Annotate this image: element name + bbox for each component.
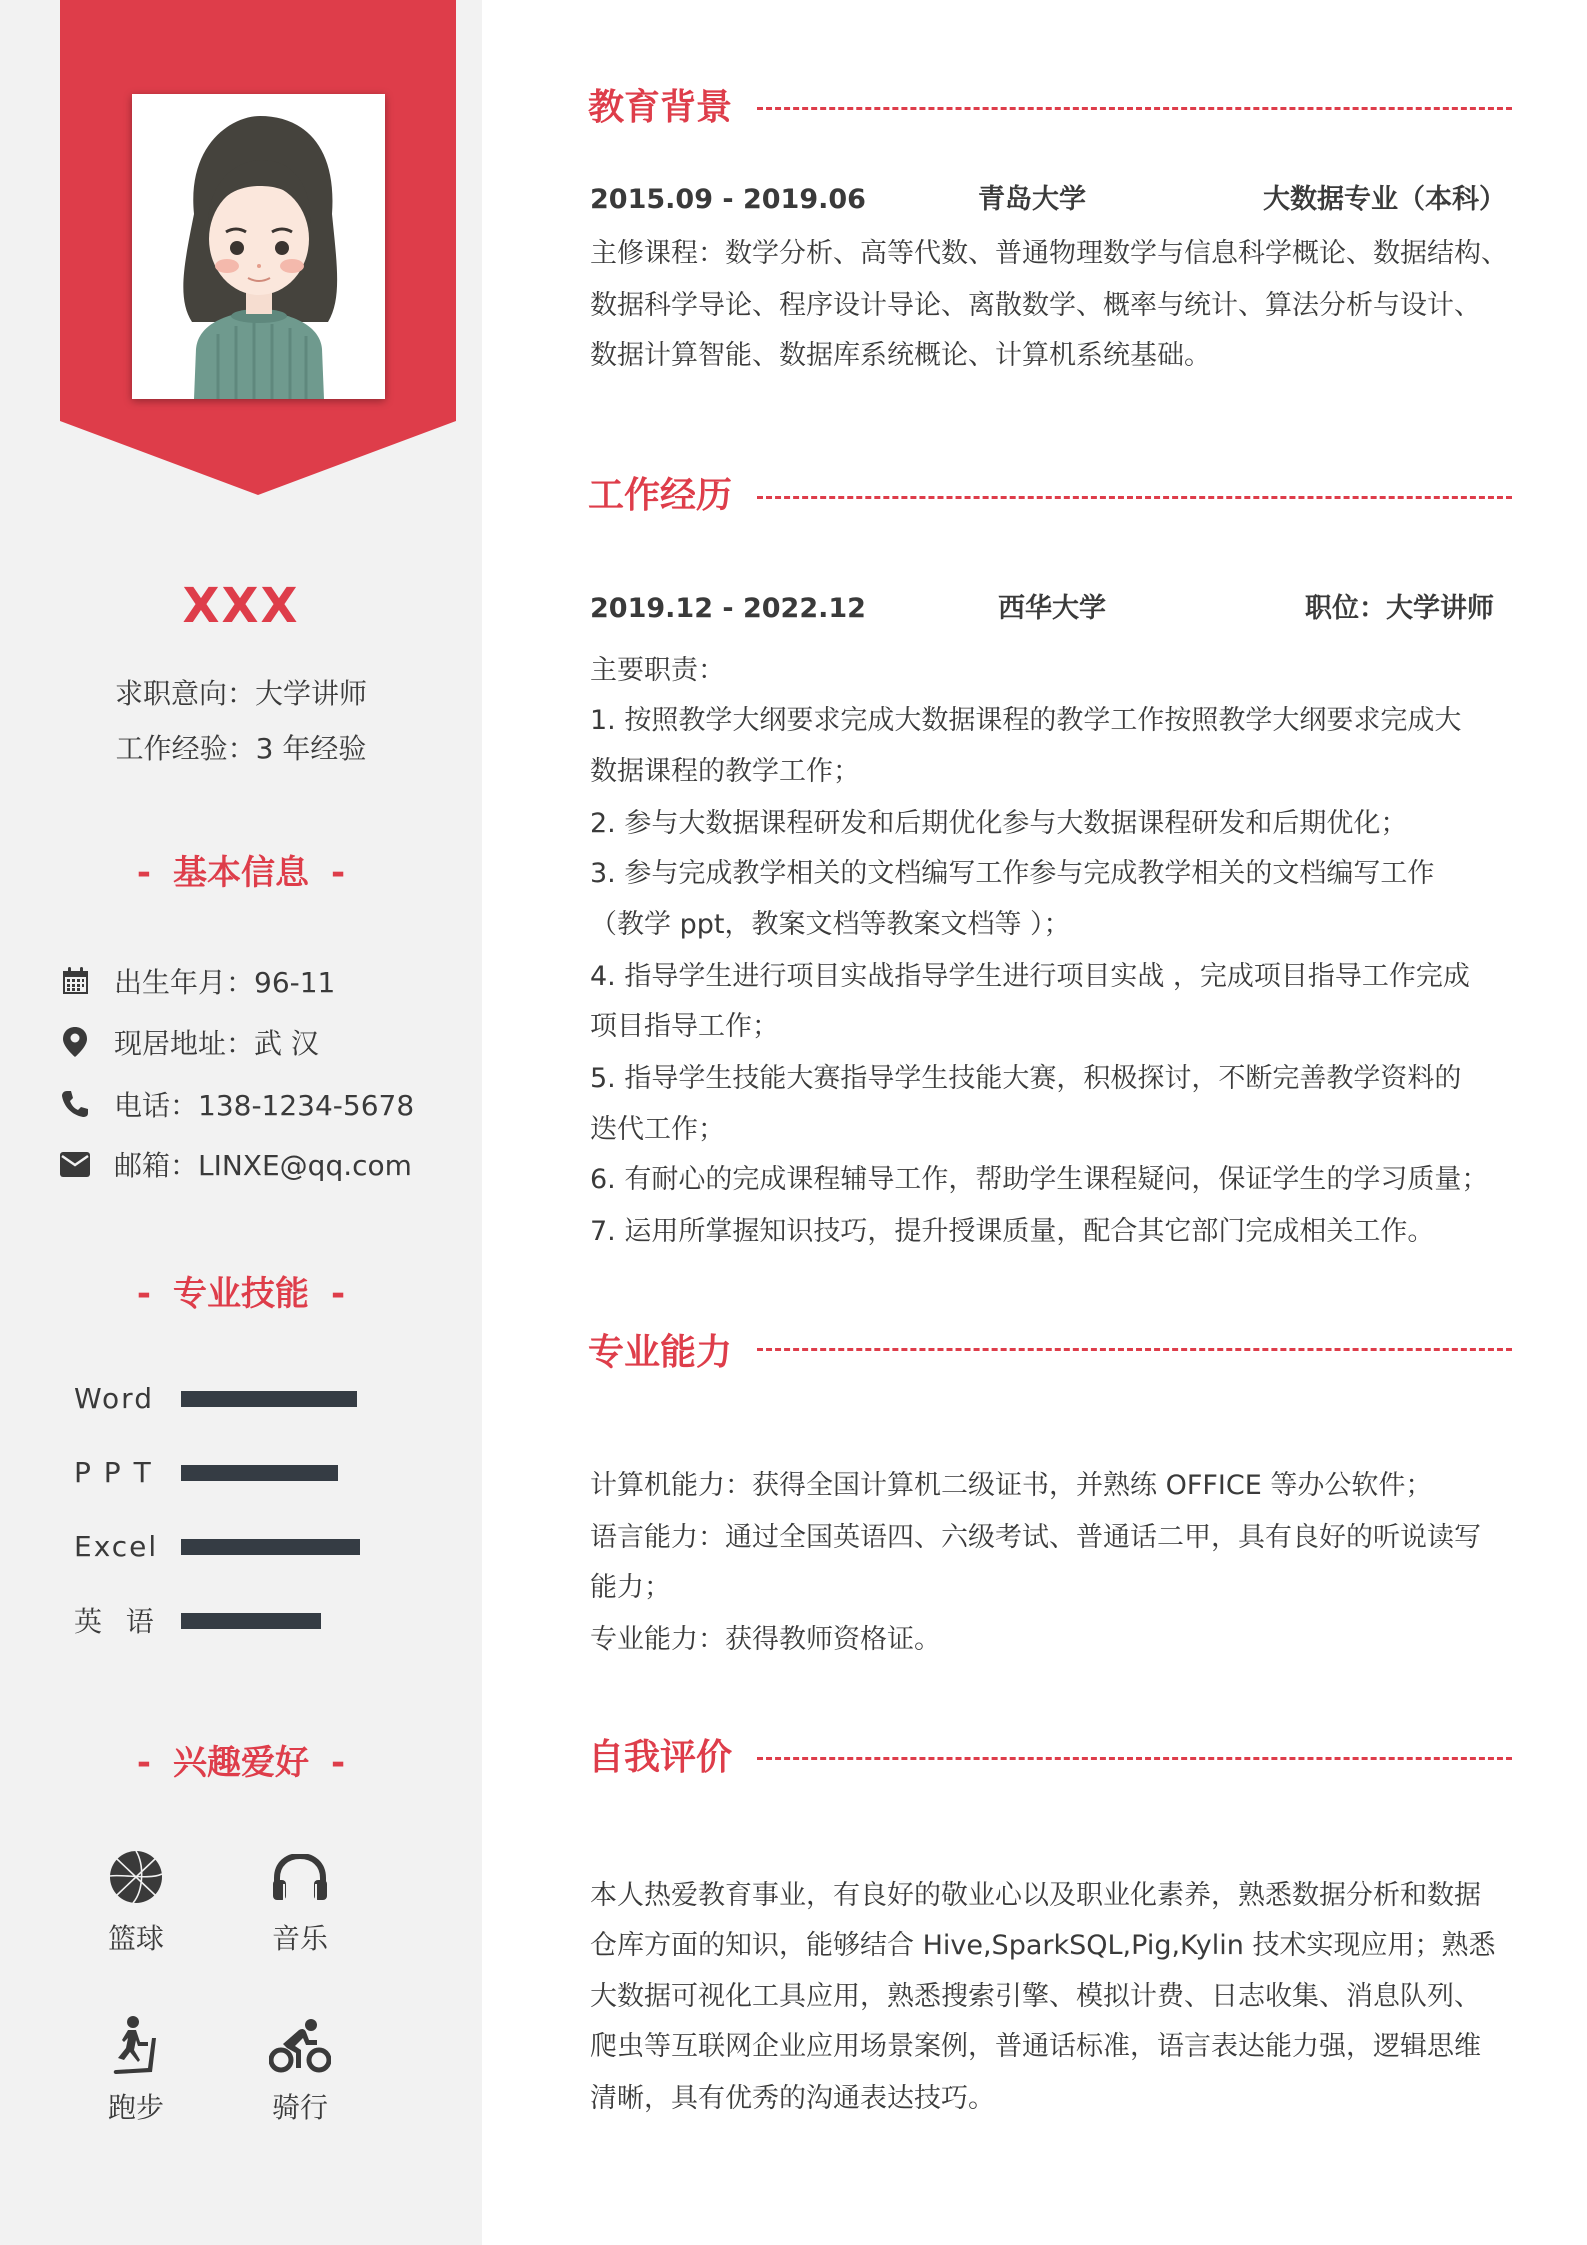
work-heading: 工作经历 bbox=[588, 475, 733, 516]
hobby-label: 骑行 bbox=[271, 2091, 328, 2124]
heading-dash-left: - bbox=[136, 1274, 151, 1314]
work-duty-line: 1. 按照教学大纲要求完成大数据课程的教学工作按照教学大纲要求完成大 bbox=[590, 705, 1462, 736]
calendar-icon bbox=[60, 966, 90, 996]
hobby-label: 音乐 bbox=[271, 1922, 328, 1955]
skill-label-excel: Excel bbox=[74, 1530, 159, 1563]
ability-line: 能力； bbox=[590, 1572, 671, 1603]
basic-info-heading bbox=[0, 851, 482, 895]
hobby-music bbox=[240, 1847, 360, 1959]
abilities-divider bbox=[757, 1348, 1512, 1351]
skill-label-word: Word bbox=[74, 1382, 154, 1415]
work-duty-line: 6. 有耐心的完成课程辅导工作，帮助学生课程疑问，保证学生的学习质量； bbox=[590, 1164, 1489, 1195]
self-eval-line: 清晰，具有优秀的沟通表达技巧。 bbox=[590, 2083, 995, 2114]
education-major: 大数据专业（本科） bbox=[1263, 184, 1506, 215]
cartoon-avatar-icon bbox=[132, 94, 385, 399]
skill-bar-excel bbox=[181, 1539, 360, 1555]
job-intent: 求职意向：大学讲师 bbox=[114, 677, 367, 710]
envelope-icon bbox=[60, 1149, 90, 1179]
work-duty-line: 2. 参与大数据课程研发和后期优化参与大数据课程研发和后期优化； bbox=[590, 808, 1408, 839]
self-eval-line: 本人热爱教育事业，有良好的敬业心以及职业化素养，熟悉数据分析和数据 bbox=[590, 1880, 1481, 1911]
self-eval-line: 大数据可视化工具应用，熟悉搜索引擎、模拟计费、日志收集、消息队列、 bbox=[590, 1981, 1481, 2012]
skill-bar-english bbox=[181, 1613, 321, 1629]
work-duty-line: 项目指导工作； bbox=[590, 1011, 779, 1042]
work-duty-line: 4. 指导学生进行项目实战指导学生进行项目实战 ，完成项目指导工作完成 bbox=[590, 961, 1470, 992]
self-eval-heading: 自我评价 bbox=[588, 1737, 733, 1778]
work-duty-line: 主要职责： bbox=[590, 655, 725, 686]
heading-dash-right: - bbox=[331, 853, 346, 893]
hobbies-heading bbox=[0, 1741, 482, 1785]
skill-label-ppt: P P T bbox=[74, 1456, 153, 1489]
ability-line: 计算机能力：获得全国计算机二级证书，并熟练 OFFICE 等办公软件； bbox=[590, 1470, 1433, 1501]
work-period: 2019.12 - 2022.12 bbox=[590, 593, 866, 624]
heading-text: 基本信息 bbox=[173, 853, 309, 893]
sidebar bbox=[0, 0, 482, 2245]
education-courses-line: 数据科学导论、程序设计导论、离散数学、概率与统计、算法分析与设计、 bbox=[590, 290, 1481, 321]
phone-icon bbox=[60, 1089, 90, 1119]
headphones-icon bbox=[240, 1847, 360, 1907]
heading-text: 专业技能 bbox=[173, 1274, 309, 1314]
work-duty-line: 3. 参与完成教学相关的文档编写工作参与完成教学相关的文档编写工作 bbox=[590, 858, 1435, 889]
heading-dash-left: - bbox=[136, 853, 151, 893]
education-heading: 教育背景 bbox=[588, 87, 733, 128]
heading-dash-left: - bbox=[136, 1743, 151, 1783]
work-divider bbox=[757, 496, 1512, 499]
heading-text: 兴趣爱好 bbox=[173, 1743, 309, 1783]
education-courses-line: 主修课程：数学分析、高等代数、普通物理数学与信息科学概论、数据结构、 bbox=[590, 238, 1508, 269]
work-company: 西华大学 bbox=[998, 593, 1106, 624]
location-pin-icon bbox=[60, 1027, 90, 1057]
cyclist-icon bbox=[240, 2016, 360, 2076]
phone-text: 电话：138-1234-5678 bbox=[114, 1089, 415, 1122]
hobby-label: 篮球 bbox=[107, 1922, 164, 1955]
address-text: 现居地址：武 汉 bbox=[114, 1027, 319, 1060]
heading-dash-right: - bbox=[331, 1743, 346, 1783]
heading-dash-right: - bbox=[331, 1274, 346, 1314]
education-divider bbox=[757, 107, 1512, 110]
birth-text: 出生年月：96-11 bbox=[114, 966, 336, 999]
self-eval-divider bbox=[757, 1757, 1512, 1760]
work-duty-line: 5. 指导学生技能大赛指导学生技能大赛，积极探讨，不断完善教学资料的 bbox=[590, 1063, 1462, 1094]
info-email bbox=[60, 1144, 412, 1184]
hobby-running bbox=[76, 2016, 196, 2128]
ability-line: 专业能力：获得教师资格证。 bbox=[590, 1624, 941, 1655]
work-position: 职位：大学讲师 bbox=[1305, 593, 1494, 624]
work-duty-line: 迭代工作； bbox=[590, 1114, 725, 1145]
education-school: 青岛大学 bbox=[978, 184, 1086, 215]
skills-heading bbox=[0, 1272, 482, 1316]
info-birth bbox=[60, 961, 335, 1001]
treadmill-runner-icon bbox=[76, 2016, 196, 2076]
candidate-name: XXX bbox=[182, 578, 300, 634]
self-eval-line: 爬虫等互联网企业应用场景案例，普通话标准，语言表达能力强，逻辑思维 bbox=[590, 2031, 1481, 2062]
education-period: 2015.09 - 2019.06 bbox=[590, 184, 866, 215]
hobby-cycling bbox=[240, 2016, 360, 2128]
info-address bbox=[60, 1022, 319, 1062]
self-eval-line: 仓库方面的知识，能够结合 Hive,SparkSQL,Pig,Kylin 技术实现应用；熟悉 bbox=[590, 1930, 1496, 1961]
skill-bar-word bbox=[181, 1391, 357, 1407]
work-experience-years: 工作经验：3 年经验 bbox=[115, 732, 367, 765]
skill-bar-ppt bbox=[181, 1465, 338, 1481]
avatar-photo bbox=[132, 94, 385, 399]
hobby-basketball bbox=[76, 1847, 196, 1959]
work-duty-line: 7. 运用所掌握知识技巧，提升授课质量，配合其它部门完成相关工作。 bbox=[590, 1216, 1435, 1247]
skill-label-english: 英 语 bbox=[74, 1605, 156, 1638]
abilities-heading: 专业能力 bbox=[588, 1332, 733, 1373]
education-courses-line: 数据计算智能、数据库系统概论、计算机系统基础。 bbox=[590, 340, 1211, 371]
work-duty-line: （教学 ppt，教案文档等教案文档等 ）； bbox=[590, 909, 1071, 940]
basketball-icon bbox=[76, 1847, 196, 1907]
work-duty-line: 数据课程的教学工作； bbox=[590, 756, 860, 787]
hobby-label: 跑步 bbox=[107, 2091, 164, 2124]
ability-line: 语言能力：通过全国英语四、六级考试、普通话二甲，具有良好的听说读写 bbox=[590, 1522, 1481, 1553]
info-phone bbox=[60, 1084, 414, 1124]
email-text: 邮箱：LINXE@qq.com bbox=[114, 1149, 412, 1182]
